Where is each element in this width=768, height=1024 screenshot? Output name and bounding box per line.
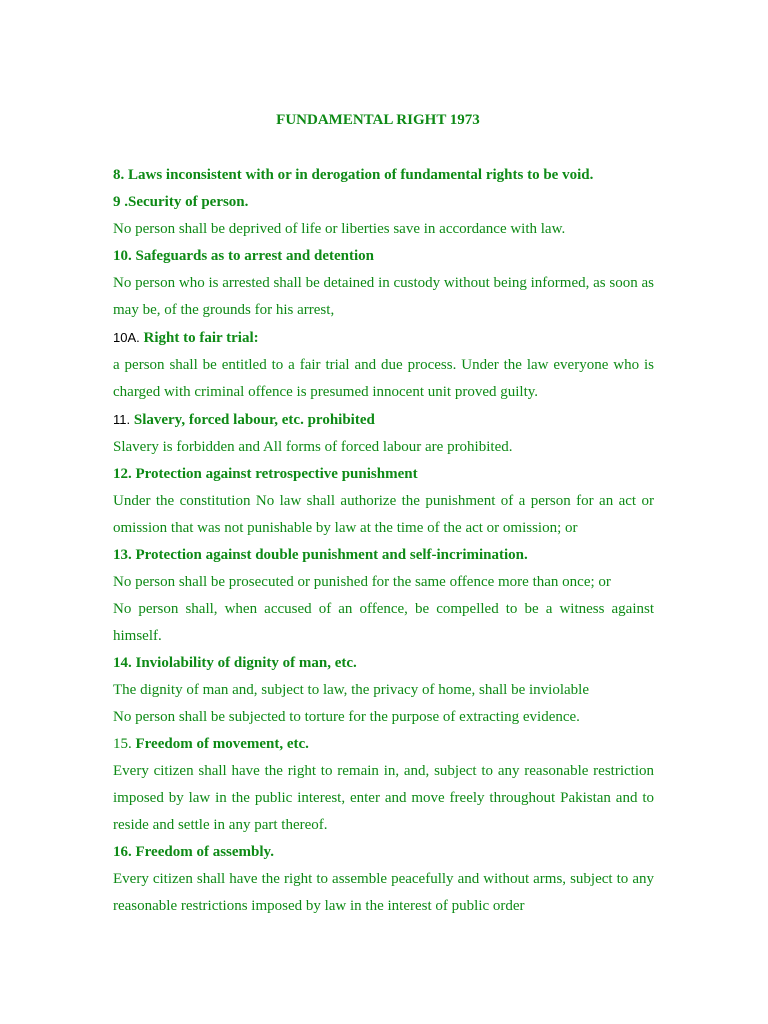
article-10a-heading: Right to fair trial: (143, 330, 259, 346)
article-13-body-1: No person shall be prosecuted or punished for the same offence more than once; or (113, 574, 611, 590)
article-16-heading: 16. Freedom of assembly. (113, 844, 274, 860)
article-15-heading: Freedom of movement, etc. (135, 736, 309, 752)
article-12-heading: 12. Protection against retrospective punishment (113, 466, 418, 482)
document-content (113, 162, 654, 920)
article-14-body-2: No person shall be subjected to torture for the purpose of extracting evidence. (113, 709, 580, 725)
article-11-heading-line (113, 406, 654, 434)
article-10a-heading-line (113, 324, 654, 352)
article-14-body-1: The dignity of man and, subject to law, the privacy of home, shall be inviolable (113, 682, 589, 698)
article-10a-body: a person shall be entitled to a fair trial and due process. Under the law everyone who is charged with criminal offence is presumed innocent unit proved guilty. (113, 357, 654, 400)
article-15-number: 15. (113, 736, 132, 752)
article-8-heading: 8. Laws inconsistent with or in derogation of fundamental rights to be void. (113, 167, 594, 183)
article-11-body: Slavery is forbidden and All forms of forced labour are prohibited. (113, 439, 513, 455)
article-10-heading: 10. Safeguards as to arrest and detention (113, 248, 374, 264)
article-15-body: Every citizen shall have the right to remain in, and, subject to any reasonable restriction imposed by law in the public interest, enter and move freely throughout Pakistan and to reside and settle in any part thereof. (113, 763, 654, 833)
document-title: FUNDAMENTAL RIGHT 1973 (276, 112, 480, 128)
article-13-heading: 13. Protection against double punishment and self-incrimination. (113, 547, 528, 563)
article-16-body: Every citizen shall have the right to assemble peacefully and without arms, subject to any reasonable restrictions imposed by law in the interest of public order (113, 871, 654, 914)
article-12-body: Under the constitution No law shall authorize the punishment of a person for an act or omission that was not punishable by law at the time of the act or omission; or (113, 493, 654, 536)
article-9-body: No person shall be deprived of life or liberties save in accordance with law. (113, 221, 566, 237)
article-11-heading: Slavery, forced labour, etc. prohibited (133, 412, 375, 428)
article-9-heading: 9 .Security of person. (113, 194, 249, 210)
article-15-heading-line (113, 731, 654, 758)
article-10a-number: 10A. (113, 330, 140, 345)
article-10-body: No person who is arrested shall be detained in custody without being informed, as soon as may be, of the grounds for his arrest, (113, 275, 654, 318)
article-11-number: 11. (113, 412, 131, 427)
article-13-body-2: No person shall, when accused of an offence, be compelled to be a witness against himself. (113, 601, 654, 644)
article-14-heading: 14. Inviolability of dignity of man, etc. (113, 655, 357, 671)
